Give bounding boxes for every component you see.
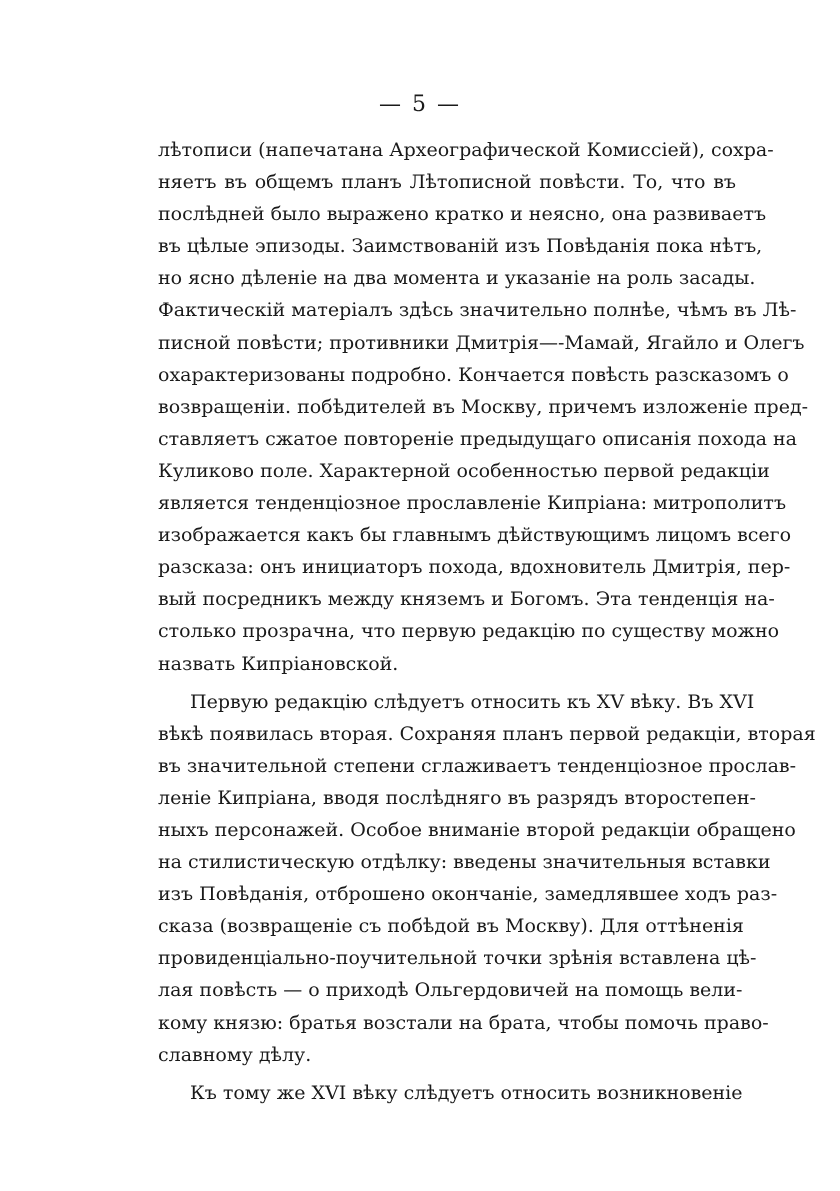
text-line: лѣтописи (напечатана Археографической Комиссіей), сохра- [158, 139, 774, 161]
text-line: леніе Кипріана, вводя послѣдняго въ разрядъ второстепен- [158, 786, 756, 809]
text-line: въ значительной степени сглаживаетъ тенденціозное прослав- [158, 754, 797, 777]
text-line: охарактеризованы подробно. Кончается повѣсть разсказомъ о [158, 363, 789, 386]
text-line: Къ тому же XVI вѣку слѣдуетъ относить возникновеніе [190, 1081, 743, 1104]
text-line: послѣдней было выражено кратко и неясно, она развиваетъ [158, 203, 767, 226]
text-line: разсказа: онъ инициаторъ похода, вдохновитель Дмитрія, пер- [158, 556, 791, 579]
text-line: Фактическій матеріалъ здѣсь значительно полнѣе, чѣмъ въ Лѣ- [158, 299, 797, 322]
page-number: — 5 — [379, 92, 461, 117]
text-line: няетъ въ общемъ планъ Лѣтописной повѣсти. То, что въ [158, 171, 736, 194]
text-line: ныхъ персонажей. Особое вниманіе второй редакціи обращено [158, 818, 796, 841]
text-line: назвать Кипріановской. [158, 652, 399, 675]
text-line: возвращеніи. побѣдителей въ Москву, причемъ изложеніе пред- [158, 395, 809, 418]
text-line: Первую редакцію слѣдуетъ относить къ XV вѣку. Въ XVI [190, 690, 755, 713]
text-line: на стилистическую отдѣлку: введены значительныя вставки [158, 851, 771, 874]
text-line: въ цѣлые эпизоды. Заимствованій изъ Повѣданія пока нѣтъ, [158, 235, 763, 258]
text-line: сказа (возвращеніе съ побѣдой въ Москву). Для оттѣненія [158, 915, 744, 938]
text-line: писной повѣсти; противники Дмитрія—-Мамай, Ягайло и Олегъ [158, 331, 805, 354]
text-line: изъ Повѣданія, отброшено окончаніе, замедлявшее ходъ раз- [158, 883, 778, 906]
paragraph-1 [158, 134, 809, 680]
text-line: лая повѣсть — о приходѣ Ольгердовичей на помощь вели- [158, 979, 743, 1002]
text-line: кому князю: братья возстали на брата, чтобы помочь право- [158, 1011, 769, 1034]
text-line: столько прозрачна, что первую редакцію по существу можно [158, 620, 780, 643]
paragraph-3 [158, 1077, 743, 1109]
text-line: вѣкѣ появилась вторая. Сохраняя планъ первой редакціи, вторая [158, 722, 816, 745]
text-line: но ясно дѣленіе на два момента и указаніе на роль засады. [158, 267, 756, 290]
text-line: является тенденціозное прославленіе Кипріана: митрополитъ [158, 492, 787, 515]
text-line: ставляетъ сжатое повтореніе предыдущаго описанія похода на [158, 427, 797, 450]
text-line: вый посредникъ между княземъ и Богомъ. Эта тенденція на- [158, 588, 775, 611]
text-line: славному дѣлу. [158, 1043, 312, 1066]
text-line: провиденціально-поучительной точки зрѣнія вставлена цѣ- [158, 947, 757, 970]
body-text [158, 134, 816, 1109]
text-line: изображается какъ бы главнымъ дѣйствующимъ лицомъ всего [158, 524, 792, 547]
paragraph-2 [158, 686, 816, 1071]
text-line: Куликово поле. Характерной особенностью первой редакціи [158, 459, 770, 482]
